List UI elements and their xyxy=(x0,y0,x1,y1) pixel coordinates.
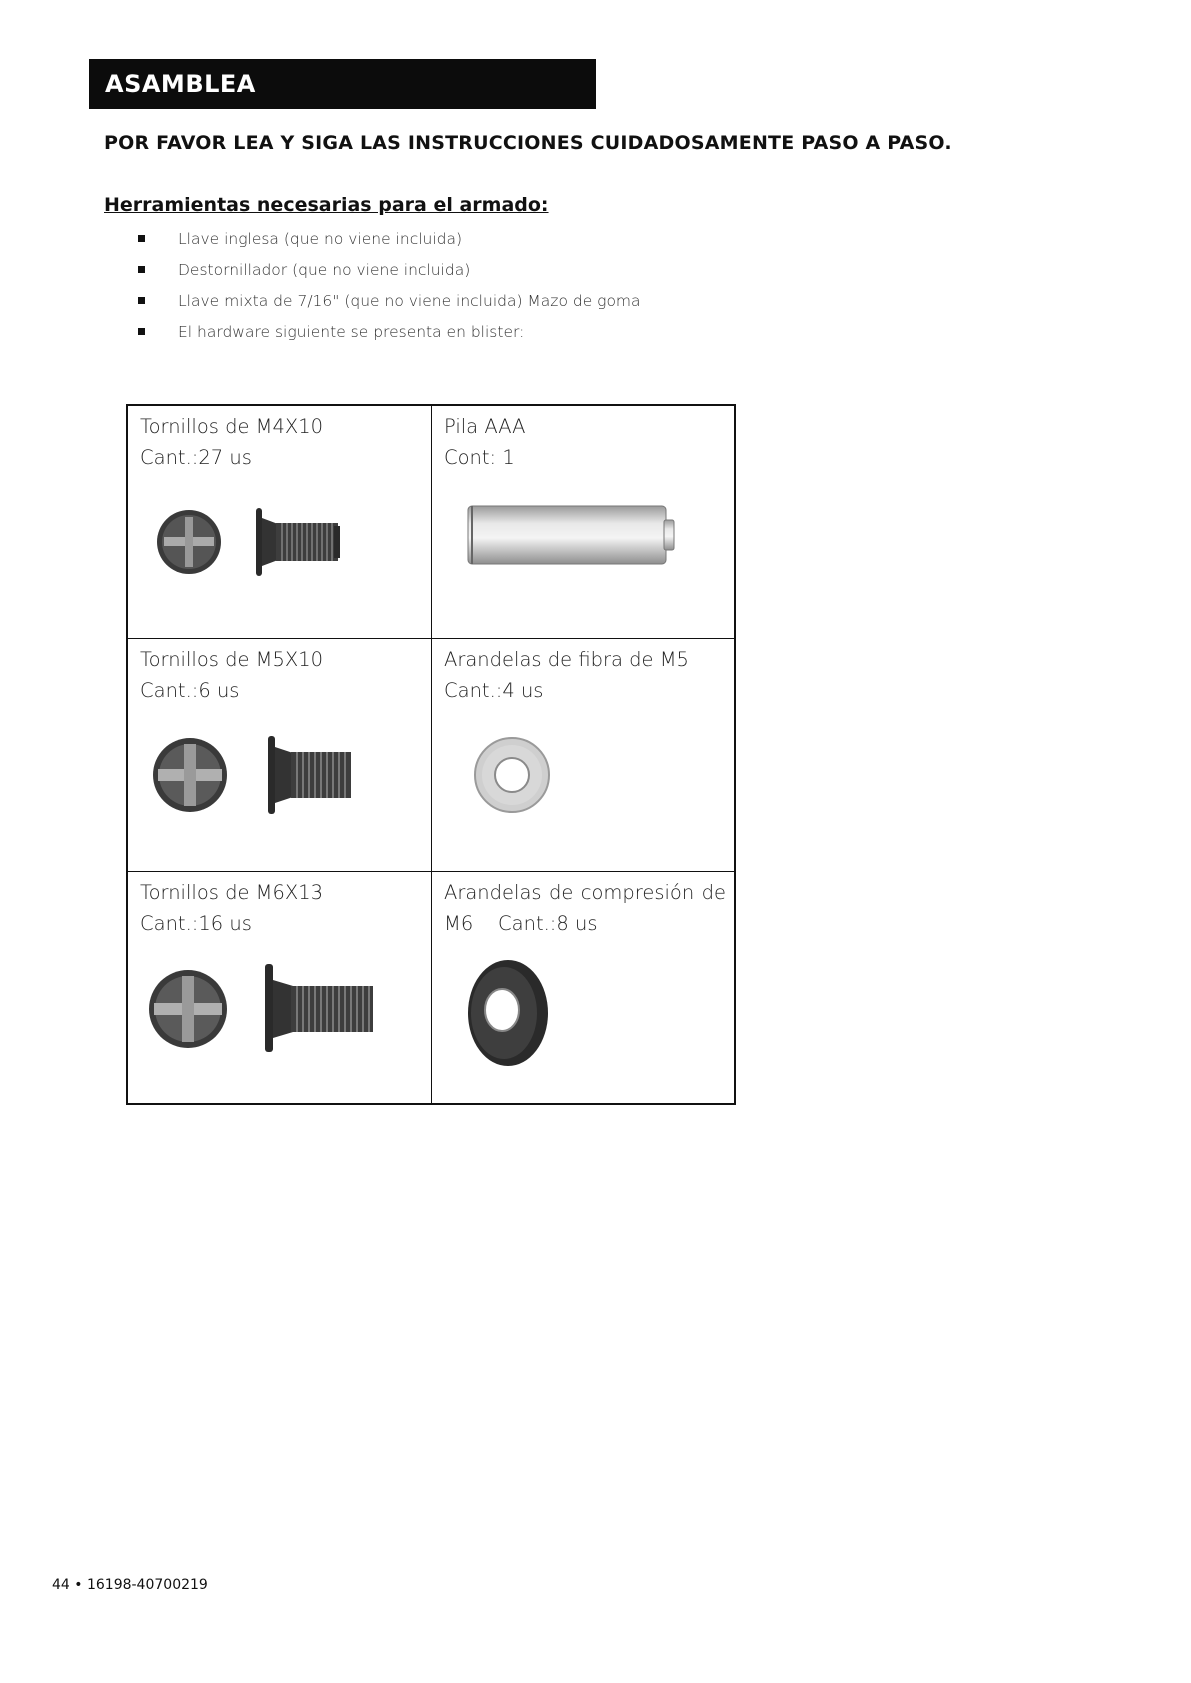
list-item-text: Destornillador (que no viene incluida) xyxy=(178,261,471,279)
list-item-text: Llave mixta de 7/16" (que no viene incluida) Mazo de goma xyxy=(178,292,641,310)
tools-list xyxy=(138,228,641,352)
bullet-icon xyxy=(138,328,145,335)
hardware-cell-fiber-washer xyxy=(432,639,736,872)
intro-instruction: POR FAVOR LEA Y SIGA LAS INSTRUCCIONES CUIDADOSAMENTE PASO A PASO. xyxy=(104,132,952,154)
screw-m6x13-icon xyxy=(128,872,430,1103)
hardware-qty: Cant.:16 us xyxy=(140,912,252,935)
bullet-icon xyxy=(138,266,145,273)
screw-m5x10-icon xyxy=(128,639,430,870)
bullet-icon xyxy=(138,297,145,304)
hardware-qty: Cant.:6 us xyxy=(140,679,240,702)
hardware-qty: Cant.:4 us xyxy=(444,679,544,702)
hardware-qty: Cont: 1 xyxy=(444,446,515,469)
screw-m4x10-icon xyxy=(128,406,430,637)
hardware-name: Tornillos de M6X13 xyxy=(140,881,324,904)
hardware-cell-m6x13 xyxy=(128,872,432,1105)
list-item-text: Llave inglesa (que no viene incluida) xyxy=(178,230,463,248)
hardware-cell-compression-washer xyxy=(432,872,736,1105)
list-item xyxy=(138,290,641,321)
hardware-cell-m4x10 xyxy=(128,406,432,639)
list-item-text: El hardware siguiente se presenta en blister: xyxy=(178,323,525,341)
tools-heading: Herramientas necesarias para el armado: xyxy=(104,194,549,216)
hardware-qty: Cant.:27 us xyxy=(140,446,252,469)
page-footer: 44 • 16198-40700219 xyxy=(52,1577,208,1593)
hardware-cell-aaa-battery xyxy=(432,406,736,639)
list-item xyxy=(138,228,641,259)
hardware-name: Tornillos de M5X10 xyxy=(140,648,324,671)
aaa-battery-icon xyxy=(432,406,734,637)
hardware-name: Arandelas de compresión de xyxy=(444,881,726,904)
fiber-washer-icon xyxy=(432,639,734,870)
hardware-name: Arandelas de fibra de M5 xyxy=(444,648,689,671)
hardware-name: Pila AAA xyxy=(444,415,526,438)
hardware-table xyxy=(126,404,736,1105)
bullet-icon xyxy=(138,235,145,242)
hardware-cell-m5x10 xyxy=(128,639,432,872)
list-item xyxy=(138,259,641,290)
list-item xyxy=(138,321,641,352)
section-title: ASAMBLEA xyxy=(105,70,256,98)
section-banner xyxy=(89,59,596,109)
compression-washer-icon xyxy=(432,872,734,1103)
hardware-name: Tornillos de M4X10 xyxy=(140,415,324,438)
hardware-qty: M6 Cant.:8 us xyxy=(444,912,598,935)
